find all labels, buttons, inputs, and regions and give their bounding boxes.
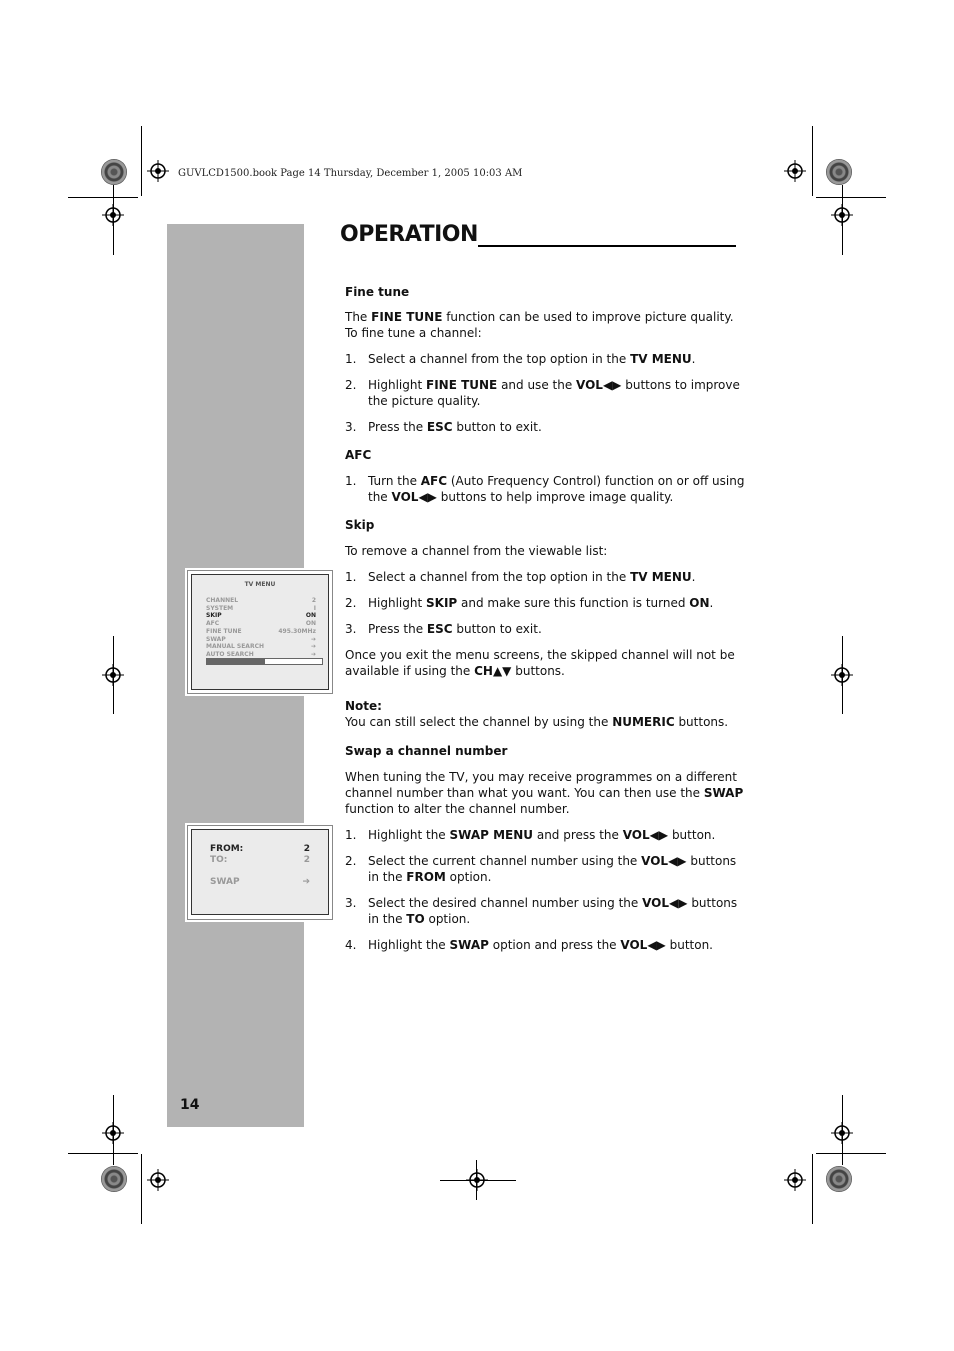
swap-menu-screen — [187, 825, 333, 920]
registration-target-icon — [102, 664, 124, 686]
tv-menu-title: TV MENU — [244, 581, 276, 588]
tv-menu-row-label: MANUAL SEARCH — [206, 643, 264, 651]
step-text: Press the ESC button to exit. — [368, 420, 542, 434]
skip-heading: Skip — [345, 518, 375, 532]
tv-menu-row-value: ➔ — [310, 650, 316, 658]
tv-menu-row-label: AUTO SEARCH — [206, 650, 254, 658]
step-number: 4. — [345, 938, 357, 952]
step-number: 1. — [345, 828, 357, 842]
fine-tune-steps — [345, 351, 747, 435]
swap-menu-row-value: ➔ — [302, 877, 310, 887]
step-item — [345, 473, 747, 505]
tv-menu-row-value: I — [313, 604, 316, 612]
tv-menu-row-value: ON — [305, 620, 316, 628]
step-number: 2. — [345, 596, 357, 610]
step-item — [345, 853, 747, 885]
tv-menu-row-value: ➔ — [310, 635, 316, 643]
swap-intro: When tuning the TV, you may receive programmes on a different channel number than what you want. You can then use the SWAP function to alter the channel number. — [345, 770, 744, 816]
note-text: You can still select the channel by using the NUMERIC buttons. — [345, 715, 729, 729]
step-item — [345, 621, 747, 637]
step-number: 3. — [345, 896, 357, 910]
tv-menu-row — [206, 643, 316, 650]
registration-target-icon — [147, 160, 169, 182]
tv-menu-row — [206, 651, 316, 658]
swap-menu-row-label: SWAP — [210, 877, 240, 887]
step-number: 2. — [345, 854, 357, 868]
swap-menu-row — [210, 844, 310, 854]
tv-menu-row-label: SYSTEM — [206, 604, 234, 612]
color-rosette-icon — [101, 1166, 127, 1192]
color-rosette-icon — [826, 1166, 852, 1192]
step-number: 3. — [345, 622, 357, 636]
step-item — [345, 827, 747, 843]
step-item — [345, 569, 747, 585]
page-number: 14 — [180, 1097, 200, 1113]
page-title: OPERATION — [340, 222, 478, 247]
step-text: Select the desired channel number using the VOL◀▶ buttons in the TO option. — [368, 896, 738, 926]
registration-target-icon — [466, 1169, 488, 1191]
swap-menu-row — [210, 877, 310, 887]
tv-menu-row-label: AFC — [206, 620, 220, 628]
swap-menu-row-label: FROM: — [210, 844, 244, 854]
step-text: Highlight the SWAP option and press the VOL◀▶ button. — [368, 938, 713, 952]
fine-tune-bar — [206, 658, 323, 665]
fine-tune-heading: Fine tune — [345, 285, 410, 299]
swap-menu-row-value: 2 — [303, 844, 310, 854]
tv-menu-row — [206, 605, 316, 612]
color-rosette-icon — [101, 159, 127, 185]
step-text: Highlight FINE TUNE and use the VOL◀▶ buttons to improve the picture quality. — [368, 378, 740, 408]
step-item — [345, 377, 747, 409]
step-text: Select a channel from the top option in the TV MENU. — [368, 352, 696, 366]
tv-menu-screen — [187, 570, 333, 694]
tv-menu-row-value: ➔ — [310, 643, 316, 651]
registration-target-icon — [147, 1169, 169, 1191]
afc-steps — [345, 473, 747, 505]
step-text: Select the current channel number using the VOL◀▶ buttons in the FROM option. — [368, 854, 737, 884]
tv-menu-row-label: SWAP — [206, 635, 226, 643]
tv-menu-row-value: 2 — [311, 597, 316, 604]
tv-menu-row — [206, 612, 316, 619]
tv-menu-row — [206, 628, 316, 635]
skip-outro: Once you exit the menu screens, the skipped channel will not be available if using the CH▲▼ buttons. — [345, 648, 735, 678]
tv-menu-row-value: ON — [305, 612, 316, 620]
registration-target-icon — [102, 204, 124, 226]
step-item — [345, 937, 747, 953]
skip-intro: To remove a channel from the viewable list: — [345, 544, 608, 558]
tv-menu-row — [206, 597, 316, 604]
main-content — [345, 284, 747, 953]
registration-target-icon — [784, 160, 806, 182]
fine-tune-bar-fill — [207, 659, 265, 664]
registration-target-icon — [831, 664, 853, 686]
step-item — [345, 419, 747, 435]
note-heading: Note: — [345, 699, 382, 713]
title-underline — [478, 245, 736, 247]
skip-steps — [345, 569, 747, 637]
step-text: Highlight the SWAP MENU and press the VOL◀▶ button. — [368, 828, 716, 842]
registration-target-icon — [831, 204, 853, 226]
tv-menu-row — [206, 620, 316, 627]
tv-menu-row-label: FINE TUNE — [206, 627, 242, 635]
tv-menu-row — [206, 636, 316, 643]
swap-steps — [345, 827, 747, 953]
step-text: Select a channel from the top option in the TV MENU. — [368, 570, 696, 584]
step-number: 1. — [345, 474, 357, 488]
step-text: Press the ESC button to exit. — [368, 622, 542, 636]
step-number: 3. — [345, 420, 357, 434]
swap-heading: Swap a channel number — [345, 744, 508, 758]
step-item — [345, 595, 747, 611]
tv-menu-row-label: CHANNEL — [206, 597, 239, 604]
print-header: GUVLCD1500.book Page 14 Thursday, December 1, 2005 10:03 AM — [178, 168, 523, 179]
step-number: 1. — [345, 570, 357, 584]
step-item — [345, 895, 747, 927]
registration-target-icon — [102, 1122, 124, 1144]
step-item — [345, 351, 747, 367]
tv-menu-row-label: SKIP — [206, 612, 222, 620]
registration-target-icon — [784, 1169, 806, 1191]
swap-menu-row — [210, 855, 310, 865]
fine-tune-intro: The FINE TUNE function can be used to improve picture quality. To fine tune a channel: — [345, 310, 734, 340]
step-number: 1. — [345, 352, 357, 366]
swap-menu-row-value: 2 — [303, 855, 310, 865]
swap-menu-row-label: TO: — [210, 855, 228, 865]
step-text: Turn the AFC (Auto Frequency Control) function on or off using the VOL◀▶ buttons to help improve image quality. — [368, 474, 745, 504]
step-number: 2. — [345, 378, 357, 392]
registration-target-icon — [831, 1122, 853, 1144]
step-text: Highlight SKIP and make sure this function is turned ON. — [368, 596, 714, 610]
color-rosette-icon — [826, 159, 852, 185]
tv-menu-row-value: 495.30MHz — [278, 627, 316, 635]
afc-heading: AFC — [345, 448, 372, 462]
